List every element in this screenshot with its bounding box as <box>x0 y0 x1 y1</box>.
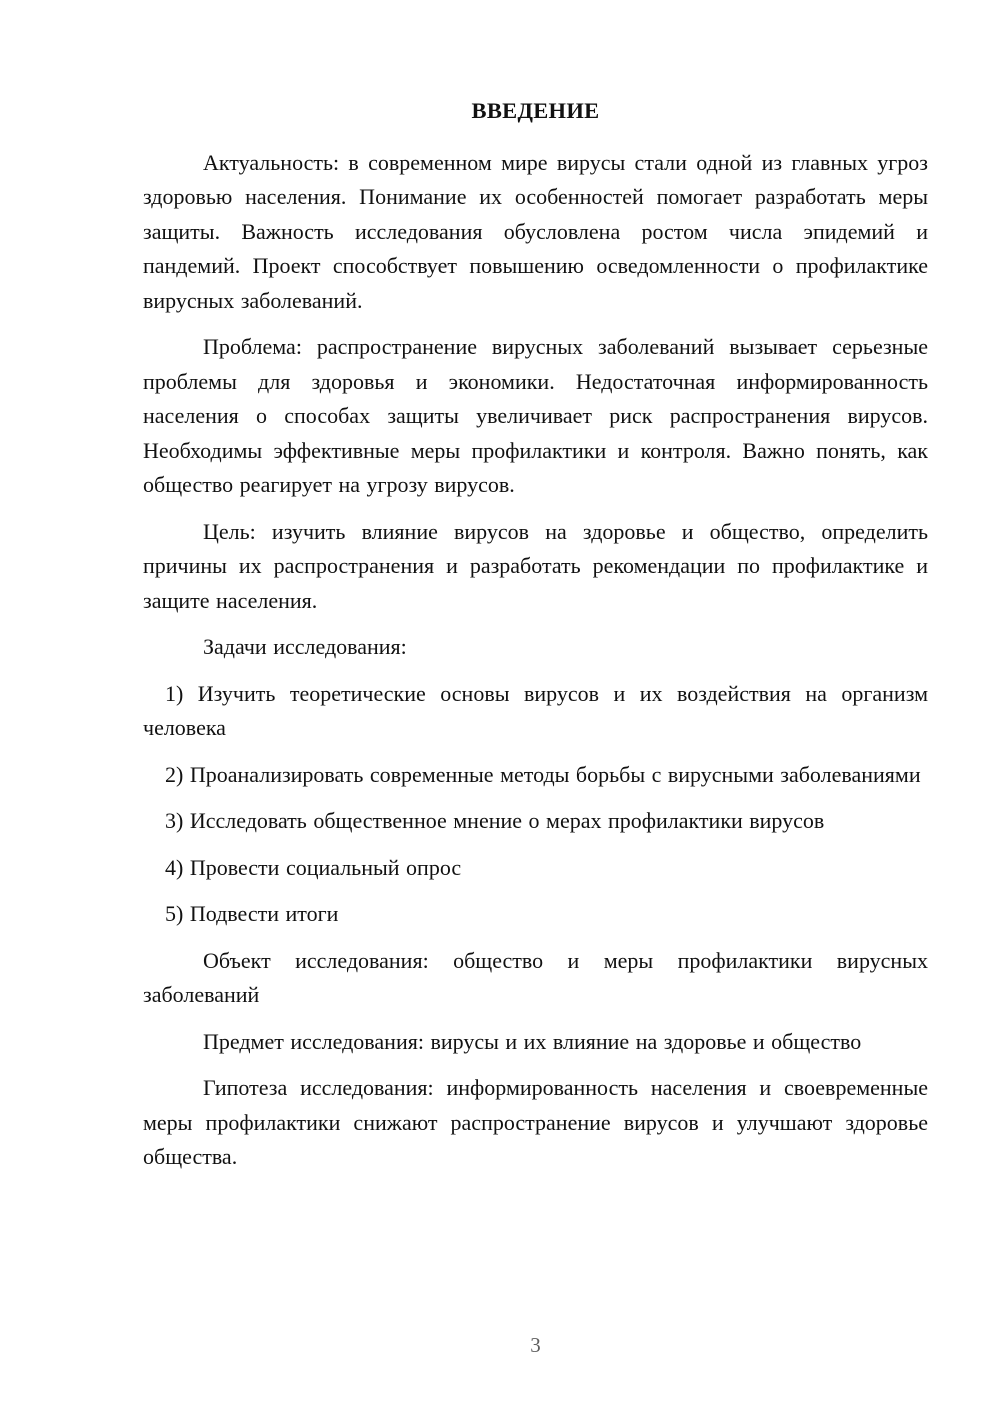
paragraph-hypothesis: Гипотеза исследования: информированность населения и своевременные меры профилактики снижают распространение вирусов и улучшают здоровье общества. <box>143 1075 928 1169</box>
task-item-1: 1) Изучить теоретические основы вирусов и их воздействия на организм человека <box>143 680 928 740</box>
paragraph-goal: Цель: изучить влияние вирусов на здоровье и общество, определить причины их распространения и разработать рекомендации по профилактике и защите населения. <box>143 518 928 613</box>
paragraph-subject: Предмет исследования: вирусы и их влияние на здоровье и общество <box>203 1028 862 1054</box>
paragraph-object: Объект исследования: общество и меры профилактики вирусных заболеваний <box>143 947 928 1007</box>
task-item-2: 2) Проанализировать современные методы борьбы с вирусными заболеваниями <box>165 761 921 787</box>
page-title: ВВЕДЕНИЕ <box>471 98 600 123</box>
task-item-4: 4) Провести социальный опрос <box>165 854 462 880</box>
task-item-5: 5) Подвести итоги <box>165 901 339 926</box>
page-number: 3 <box>530 1333 541 1357</box>
task-item-3: 3) Исследовать общественное мнение о мерах профилактики вирусов <box>165 808 825 833</box>
document-content <box>143 94 928 1187</box>
paragraph-tasks-heading: Задачи исследования: <box>203 634 407 659</box>
paragraph-relevance: Актуальность: в современном мире вирусы стали одной из главных угроз здоровью населения. Понимание их особенностей помогает разработать меры защиты. Важность исследования обусловлена ростом числа эпидемий и пандемий. Проект способствует повышению осведомленности о профилактике вирусных заболеваний. <box>143 149 928 313</box>
paragraph-problem: Проблема: распространение вирусных заболеваний вызывает серьезные проблемы для здоровья и экономики. Недостаточная информированность населения о способах защиты увеличивает риск распространения вирусов. Необходимы эффективные меры профилактики и контроля. Важно понять, как общество реагирует на угрозу вирусов. <box>143 334 928 497</box>
